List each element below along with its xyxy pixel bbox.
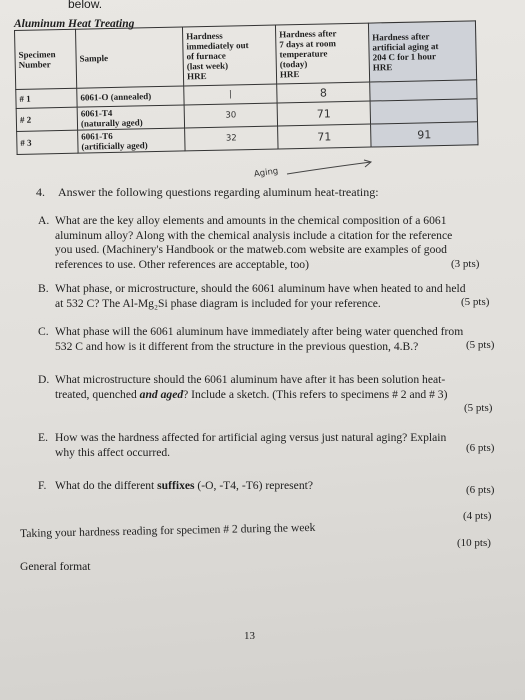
- question-b: [38, 282, 508, 312]
- cell-immediate: 32: [185, 126, 278, 151]
- hardness-reading-line: Taking your hardness reading for specimen # 2 during the week: [19, 520, 316, 541]
- header-artificial: Hardness after artificial aging at 204 C for 1 hour HRE: [368, 21, 476, 82]
- aging-annotation: Aging: [253, 166, 279, 180]
- table-title: Aluminum Heat Treating: [14, 18, 135, 30]
- cell-artificial: 91: [371, 122, 478, 147]
- cell-number: # 1: [16, 88, 77, 108]
- question-f: [38, 479, 478, 495]
- question-f-text: What do the different suffixes (-O, -T4, -T6) represent?: [55, 479, 313, 492]
- item-letter: C.: [38, 325, 49, 338]
- page-number: 13: [244, 630, 255, 642]
- item-letter: D.: [38, 373, 50, 386]
- table-header-row: [15, 21, 477, 90]
- question-e-points: (6 pts): [466, 442, 495, 454]
- header-specimen: Specimen Number: [15, 29, 77, 89]
- question-number: 4.: [36, 185, 45, 199]
- question-f-points: (6 pts): [466, 484, 495, 496]
- cell-immediate: |: [184, 84, 277, 105]
- question-d: [38, 373, 508, 403]
- heat-treating-table: [14, 20, 479, 155]
- question-intro: Answer the following questions regarding aluminum heat-treating:: [58, 185, 379, 199]
- item-letter: A.: [38, 214, 50, 227]
- item-letter: B.: [38, 282, 49, 295]
- item-letter: E.: [38, 431, 48, 444]
- question-e-text: How was the hardness affected for artificial aging versus just natural aging? Explain why this affect occurred.: [55, 431, 447, 459]
- question-b-text: What phase, or microstructure, should the 6061 aluminum have when heated to and held at 532 C? The Al-Mg₂Si phase diagram is included for your reference.: [55, 282, 466, 310]
- cell-seven-days: 71: [278, 124, 371, 149]
- question-c-points: (5 pts): [466, 339, 495, 351]
- cell-sample: 6061-T6 (artificially aged): [78, 128, 185, 153]
- cell-seven-days: 71: [277, 101, 370, 126]
- header-sample: Sample: [75, 27, 183, 88]
- cell-immediate: 30: [184, 103, 277, 128]
- cell-artificial: [370, 80, 477, 101]
- question-e: [38, 431, 508, 461]
- cell-artificial: [370, 99, 477, 124]
- cell-seven-days: 8: [277, 82, 370, 103]
- question-a-points: (3 pts): [451, 258, 480, 270]
- header-seven-days: Hardness after 7 days at room temperature (today) HRE: [275, 23, 369, 84]
- cell-number: # 2: [16, 107, 77, 131]
- cell-sample: 6061-T4 (naturally aged): [77, 105, 184, 130]
- aging-arrow-icon: [285, 159, 377, 179]
- cell-sample: 6061-O (annealed): [77, 86, 184, 107]
- general-format-heading: General format: [20, 560, 91, 573]
- question-d-points: (5 pts): [464, 402, 493, 414]
- question-b-points: (5 pts): [461, 296, 490, 308]
- header-immediate: Hardness immediately out of furnace (last week) HRE: [182, 25, 276, 86]
- item-letter: F.: [38, 479, 47, 492]
- extra-points-10: (10 pts): [457, 537, 491, 549]
- question-c-text: What phase will the 6061 aluminum have immediately after being water quenched from 532 C and how is it different from the structure in the previous question, 4.B.?: [55, 325, 464, 353]
- extra-points-4: (4 pts): [463, 510, 492, 522]
- question-d-text: What microstructure should the 6061 aluminum have after it has been solution heat- treated, quenched and aged? Include a sketch. (This refers to specimens # 2 and # 3): [55, 373, 448, 401]
- cell-number: # 3: [17, 130, 78, 154]
- question-c: [38, 325, 508, 355]
- top-note: below.: [68, 0, 103, 11]
- question-a: [38, 214, 508, 274]
- question-a-text: What are the key alloy elements and amounts in the chemical composition of a 6061 aluminum alloy? Along with the chemical analysis include a citation for the reference you used. (Machinery's Handbook or the matweb.com website are examples of good references to use. Other references are acceptable, too): [55, 214, 453, 271]
